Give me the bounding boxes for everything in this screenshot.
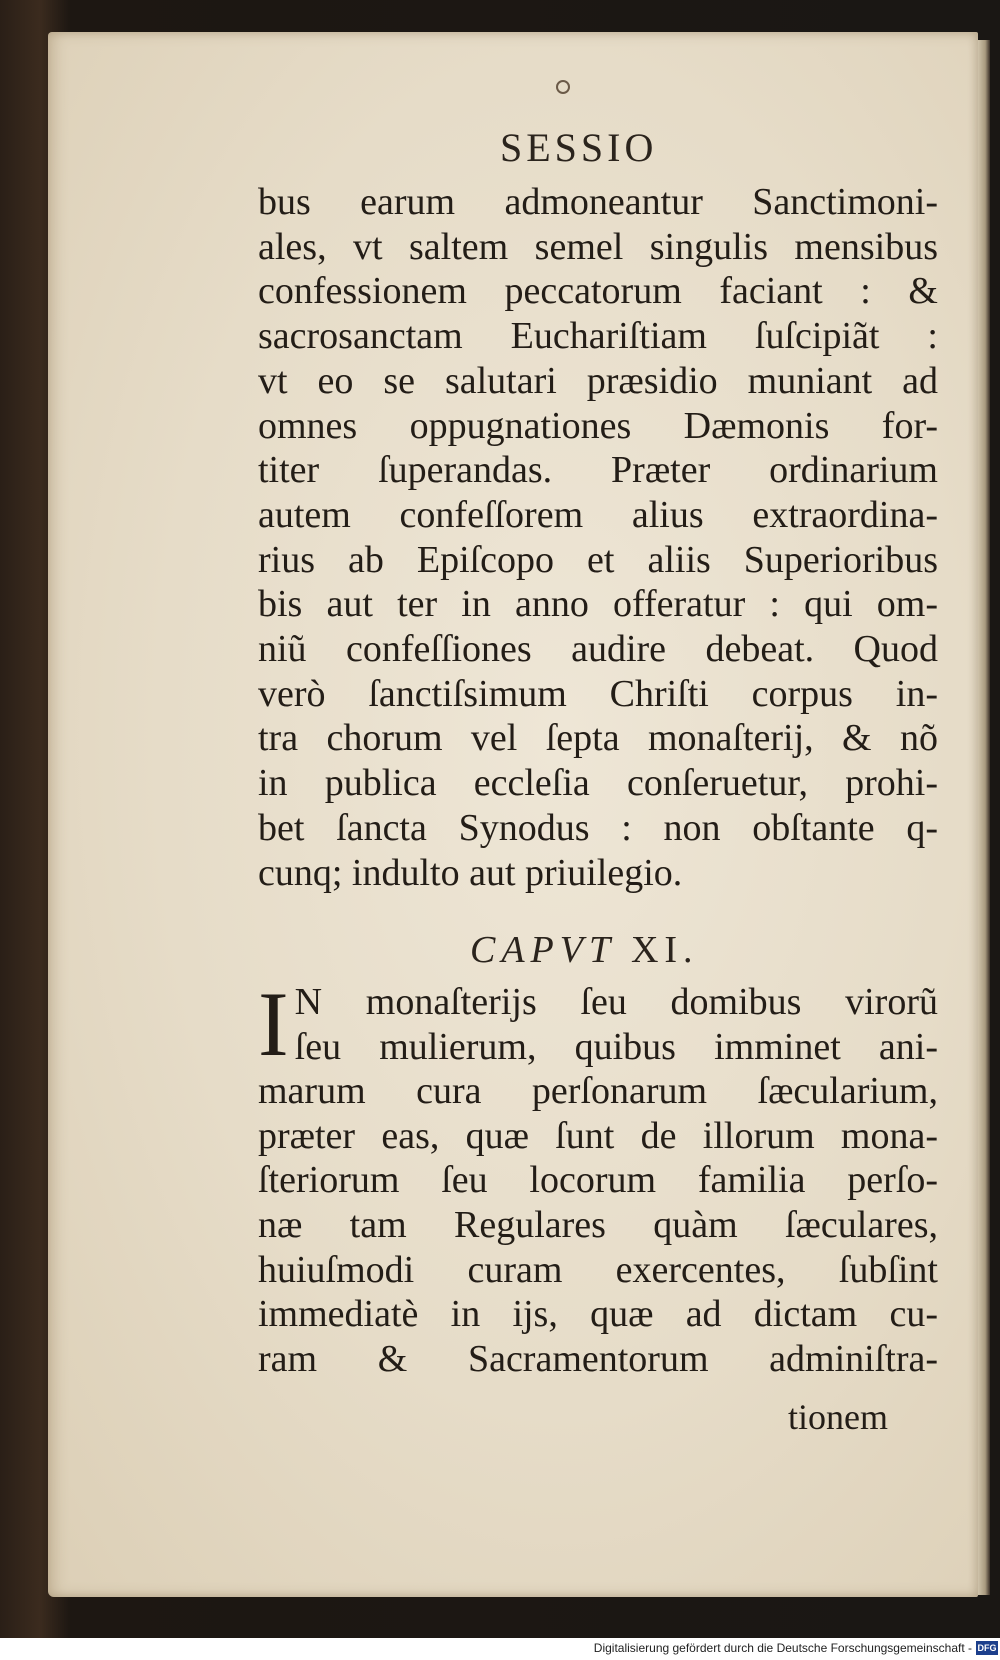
text-line: titer ſuperandas. Præter ordinarium [258, 449, 938, 492]
text-line: in publica eccleſia conſeruetur, prohi- [258, 762, 938, 805]
footer-credit: Digitalisierung gefördert durch die Deutsche Forschungsgemeinschaft - [593, 1641, 972, 1655]
chapter-heading [470, 928, 699, 972]
main-paragraph [258, 180, 938, 895]
text-line: immediatè in ijs, quæ ad dictam cu- [258, 1293, 938, 1336]
text-line: præter eas, quæ ſunt de illorum mona- [258, 1114, 938, 1157]
dfg-logo-icon: DFG [977, 1643, 997, 1653]
text-line: marum cura perſonarum ſæcularium, [258, 1070, 938, 1113]
text-line: ram & Sacramentorum adminiſtra- [258, 1337, 938, 1380]
running-header: SESSIO [500, 125, 658, 170]
drop-initial: I [258, 973, 289, 1075]
text-line: bet ſancta Synodus : non obſtante q- [258, 806, 938, 849]
chapter-paragraph [258, 973, 938, 1381]
text-line: sacrosanctam Euchariſtiam ſuſcipiãt : [258, 315, 938, 358]
chapter-number: XI. [630, 929, 699, 971]
text-line: cunq; indulto aut priuilegio. [258, 851, 683, 894]
text-line: omnes oppugnationes Dæmonis for- [258, 404, 938, 447]
text-line: huiuſmodi curam exercentes, ſubſint [258, 1248, 938, 1291]
text-line: ales, vt saltem semel singulis mensibus [258, 225, 938, 268]
text-line: bus earum admoneantur Sanctimoni- [258, 181, 938, 223]
catchword: tionem [788, 1397, 888, 1437]
page-mark-circle [556, 80, 570, 94]
text-line: confessionem peccatorum faciant : & [258, 270, 938, 313]
text-line: N monaſterijs ſeu domibus virorũ [294, 981, 938, 1023]
text-line: niũ confeſſiones audire debeat. Quod [258, 628, 938, 671]
text-line: tra chorum vel ſepta monaſterij, & nõ [258, 717, 938, 760]
text-line: ſteriorum ſeu locorum familia perſo- [258, 1159, 938, 1202]
chapter-label: CAPVT [470, 929, 616, 971]
text-line: rius ab Epiſcopo et aliis Superioribus [258, 538, 938, 581]
text-line: ſeu mulierum, quibus imminet ani- [294, 1025, 938, 1068]
text-line: verò ſanctiſsimum Chriſti corpus in- [258, 672, 938, 715]
text-line: bis aut ter in anno offeratur : qui om- [258, 583, 938, 626]
text-line: næ tam Regulares quàm ſæculares, [258, 1203, 938, 1246]
text-line: vt eo se salutari præsidio muniant ad [258, 359, 938, 402]
text-line: autem confeſſorem alius extraordina- [258, 493, 938, 536]
digitization-footer [0, 1638, 1000, 1660]
page-edge [978, 40, 990, 1595]
